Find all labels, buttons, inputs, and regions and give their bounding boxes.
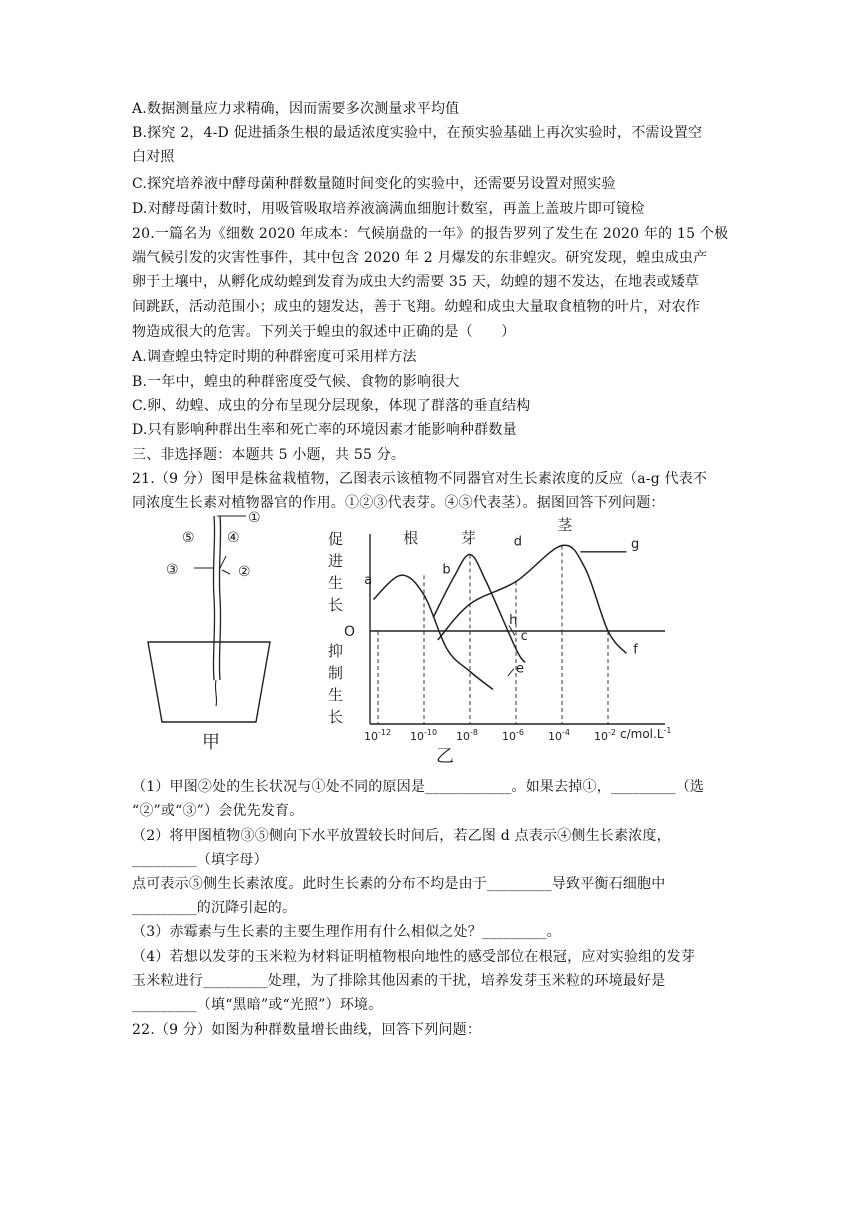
- x-tick-base: 10: [548, 730, 562, 743]
- text-line: A.调查蝗虫特定时期的种群密度可采用样方法: [132, 349, 417, 365]
- chart-title: 乙: [436, 746, 454, 767]
- text-line: A.数据测量应力求精确，因而需要多次测量求平均值: [132, 101, 460, 117]
- x-tick-label: [548, 728, 570, 743]
- marker-3: ③: [166, 562, 179, 578]
- series-name-label: 茎: [557, 516, 573, 535]
- point-label: g: [631, 537, 640, 553]
- plant-stem: [213, 516, 214, 680]
- x-axis-label-exp: -1: [663, 726, 672, 735]
- figure-yi-chart: [328, 516, 672, 767]
- origin-label: O: [344, 624, 356, 640]
- text-line: _________的沉降引起的。: [132, 900, 297, 916]
- series-name-label: 根: [403, 528, 419, 547]
- text-line: 三、非选择题：本题共 5 小题，共 55 分。: [132, 447, 406, 463]
- text-line: B.一年中，蝗虫的种群密度受气候、食物的影响很大: [132, 374, 460, 390]
- text-line: 20.一篇名为《细数 2020 年成本：气候崩盘的一年》的报告罗列了发生在 2020 年的 15 个极: [132, 226, 729, 242]
- ylabel-promote-char: 促: [328, 530, 344, 548]
- text-line: D.只有影响种群出生率和死亡率的环境因素才能影响种群数量: [132, 422, 517, 438]
- text-line: 端气候引发的灾害性事件，其中包含 2020 年 2 月爆发的东非蝗灾。研究发现，蝗虫成虫产: [132, 250, 708, 266]
- text-line: 22.（9 分）如图为种群数量增长曲线，回答下列问题：: [132, 1022, 482, 1038]
- text-line: “②”或“③”）会优先发育。: [132, 803, 304, 819]
- marker-4: ④: [227, 530, 240, 546]
- text-line: _________（填“黑暗”或“光照”）环境。: [132, 997, 383, 1013]
- marker-2: ②: [238, 564, 251, 580]
- text-line: C.探究培养液中酵母菌种群数量随时间变化的实验中，还需要另设置对照实验: [132, 176, 616, 192]
- x-tick-base: 10: [456, 730, 470, 743]
- ylabel-inhibit-char: 生: [328, 686, 344, 704]
- point-label: f: [633, 642, 638, 658]
- x-tick-label: [594, 728, 616, 743]
- ylabel-promote-char: 进: [328, 552, 344, 570]
- x-tick-exp: -6: [516, 728, 524, 737]
- x-tick-label: [456, 728, 478, 743]
- x-tick-label: [364, 728, 391, 743]
- ylabel-promote-char: 生: [328, 574, 344, 592]
- x-tick-base: 10: [364, 730, 378, 743]
- marker-1: ①: [248, 510, 261, 526]
- text-line: 物造成很大的危害。下列关于蝗虫的叙述中正确的是（ ）: [132, 324, 516, 340]
- series-curve: [373, 575, 493, 689]
- text-line: B.探究 2，4-D 促进插条生根的最适浓度实验中，在预实验基础上再次实验时，不需设置空: [132, 125, 703, 141]
- text-line: 卵于土壤中，从孵化成幼蝗到发育为成虫大约需要 35 天，幼蝗的翅不发达，在地表或矮草: [132, 274, 700, 290]
- ylabel-inhibit-char: 制: [328, 664, 344, 682]
- series-name-label: 芽: [460, 528, 476, 547]
- x-axis-label-base: c/mol.L: [620, 727, 664, 741]
- x-tick-exp: -2: [608, 728, 616, 737]
- point-label: e: [516, 661, 524, 677]
- x-tick-base: 10: [502, 730, 516, 743]
- text-line: （4）若想以发芽的玉米粒为材料证明植物根向地性的感受部位在根冠，应对实验组的发芽: [132, 949, 695, 965]
- text-line: 同浓度生长素对植物器官的作用。①②③代表芽。④⑤代表茎）。据图回答下列问题：: [132, 495, 665, 511]
- point-label: d: [513, 534, 522, 550]
- text-line: （2）将甲图植物③⑤侧向下水平放置较长时间后，若乙图 d 点表示④侧生长素浓度，: [132, 828, 671, 844]
- plant-pot: [148, 642, 270, 722]
- text-line: C.卵、幼蝗、成虫的分布呈现分层现象，体现了群落的垂直结构: [132, 398, 531, 414]
- ylabel-inhibit-char: 抑: [328, 642, 344, 660]
- x-tick-exp: -10: [424, 728, 438, 737]
- figure-jia-yi: [130, 508, 730, 770]
- x-axis-label: [620, 726, 672, 741]
- text-line: 21.（9 分）图甲是株盆栽植物，乙图表示该植物不同器官对生长素浓度的反应（a-g 代表不: [132, 471, 708, 487]
- text-line: D.对酵母菌计数时，用吸管吸取培养液滴满血细胞计数室，再盖上盖玻片即可镜检: [132, 201, 645, 217]
- figure-jia-label: 甲: [202, 732, 220, 753]
- e-arrow: [508, 669, 514, 676]
- x-tick-base: 10: [594, 730, 608, 743]
- x-tick-exp: -8: [470, 728, 478, 737]
- point-label: h: [509, 612, 518, 628]
- x-tick-label: [502, 728, 524, 743]
- x-tick-base: 10: [410, 730, 424, 743]
- series-curve: [438, 545, 627, 653]
- x-tick-label: [410, 728, 437, 743]
- text-line: （3）赤霉素与生长素的主要生理作用有什么相似之处？_________。: [132, 924, 561, 940]
- point-label: c: [520, 629, 528, 644]
- point-label: a: [364, 573, 373, 589]
- text-line: 玉米粒进行_________处理，为了排除其他因素的干扰，培养发芽玉米粒的环境最好是: [132, 973, 666, 989]
- ylabel-promote-char: 长: [328, 596, 344, 614]
- x-tick-exp: -12: [378, 728, 392, 737]
- x-tick-exp: -4: [562, 728, 570, 737]
- plant-root: [215, 680, 216, 706]
- figure-jia: [148, 510, 270, 753]
- text-line: 间跳跃，活动范围小；成虫的翅发达，善于飞翔。幼蝗和成虫大量取食植物的叶片，对农作: [132, 299, 700, 315]
- text-line: 点可表示⑤侧生长素浓度。此时生长素的分布不均是由于_________导致平衡石细胞中: [132, 876, 666, 892]
- ylabel-inhibit-char: 长: [328, 708, 344, 726]
- text-line: （1）甲图②处的生长状况与①处不同的原因是____________。如果去掉①，_________（选: [132, 779, 705, 795]
- text-line: 白对照: [132, 149, 175, 165]
- point-label: b: [442, 562, 451, 578]
- plant-stem-outline: [219, 516, 220, 680]
- marker-5: ⑤: [182, 530, 195, 546]
- text-line: _________（填字母）: [132, 852, 268, 868]
